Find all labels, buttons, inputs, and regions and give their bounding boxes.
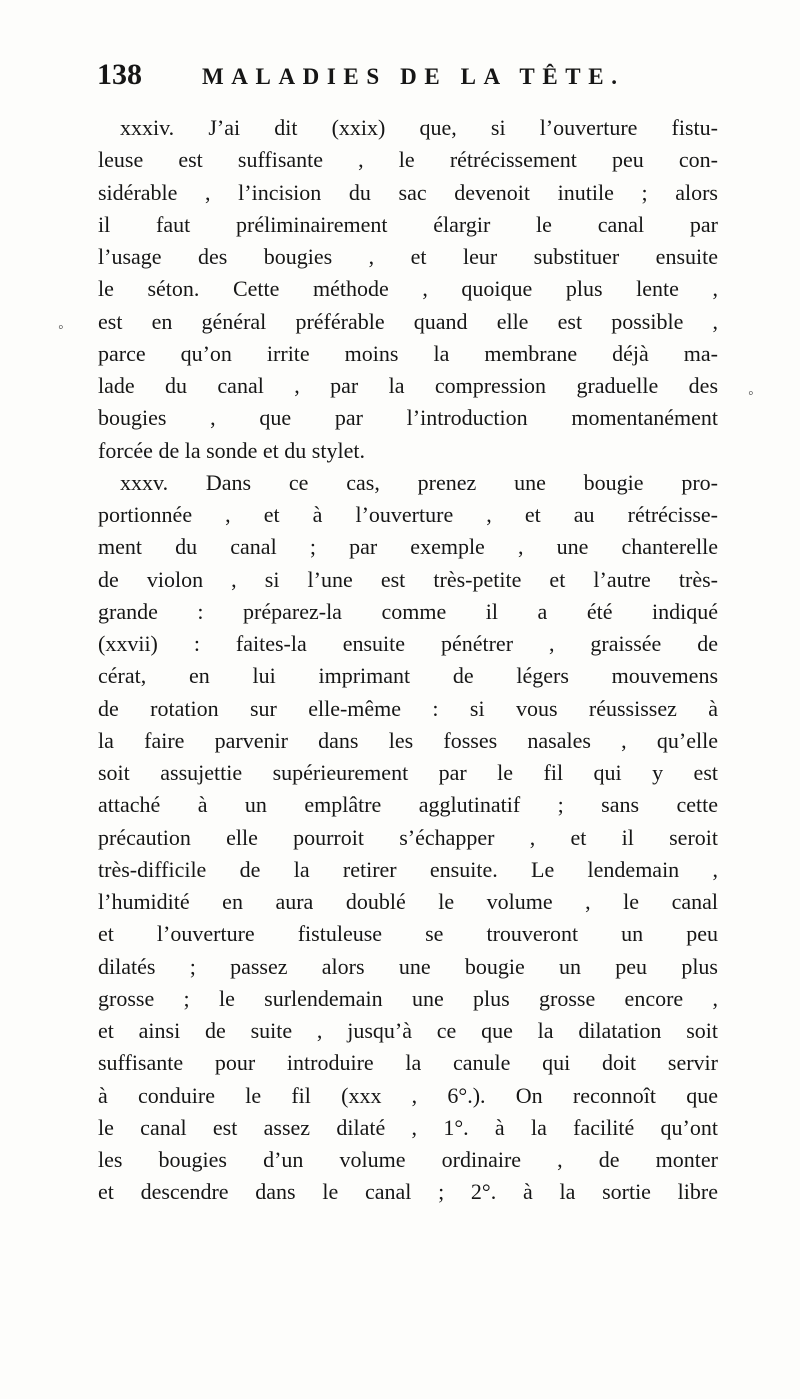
text-line: et descendre dans le canal ; 2°. à la sortie libre [98, 1179, 718, 1205]
text-line: les bougies d’un volume ordinaire , de monter [98, 1147, 718, 1172]
text-line: dilatés ; passez alors une bougie un peu plus [98, 953, 718, 979]
text-line: précaution elle pourroit s’échapper , et il seroit [98, 824, 718, 850]
text-line: soit assujettie supérieurement par le fil qui y est [98, 760, 718, 785]
text-line: leuse est suffisante , le rétrécissement peu con- [98, 147, 718, 173]
text-line: attaché à un emplâtre agglutinatif ; sans cette [98, 792, 718, 818]
text-line: cérat, en lui imprimant de légers mouvemens [98, 663, 718, 689]
text-line: l’usage des bougies , et leur substituer ensuite [98, 244, 718, 269]
text-line: est en général préférable quand elle est possible , [98, 308, 718, 334]
text-line: suffisante pour introduire la canule qui doit servir [98, 1050, 718, 1076]
running-head: MALADIES DE LA TÊTE. [202, 64, 625, 89]
text-line: et l’ouverture fistuleuse se trouveront un peu [98, 921, 718, 947]
text-line: lade du canal , par la compression graduelle des [98, 373, 718, 398]
text-line: xxxv. Dans ce cas, prenez une bougie pro- [120, 469, 718, 495]
text-line: la faire parvenir dans les fosses nasales , qu’elle [98, 727, 718, 753]
margin-mark: ◦ [748, 385, 754, 402]
text-line: grosse ; le surlendemain une plus grosse encore , [98, 985, 718, 1011]
text-line: le canal est assez dilaté , 1°. à la facilité qu’ont [98, 1114, 718, 1140]
text-line: très-difficile de la retirer ensuite. Le lendemain , [98, 856, 718, 882]
body-text [98, 112, 718, 1209]
page-header [97, 58, 657, 98]
margin-mark: ◦ [58, 319, 64, 336]
text-line: le séton. Cette méthode , quoique plus lente , [98, 276, 718, 302]
text-line: grande : préparez-la comme il a été indiqué [98, 598, 718, 624]
text-line: (xxvii) : faites-la ensuite pénétrer , graissée de [98, 631, 718, 656]
text-line: parce qu’on irrite moins la membrane déjà ma- [98, 340, 718, 366]
text-line: de rotation sur elle-même : si vous réussissez à [98, 695, 718, 721]
text-line: il faut préliminairement élargir le canal par [98, 211, 718, 237]
text-line: xxxiv. J’ai dit (xxix) que, si l’ouverture fistu- [120, 115, 718, 140]
text-line: à conduire le fil (xxx , 6°.). On reconnoît que [98, 1082, 718, 1108]
text-line: de violon , si l’une est très-petite et l’autre très- [98, 566, 718, 592]
text-line: portionnée , et à l’ouverture , et au rétrécisse- [98, 502, 718, 527]
text-line: sidérable , l’incision du sac devenoit inutile ; alors [98, 179, 718, 205]
text-line: et ainsi de suite , jusqu’à ce que la dilatation soit [98, 1018, 718, 1043]
text-line: bougies , que par l’introduction momentanément [98, 405, 718, 431]
text-line: l’humidité en aura doublé le volume , le canal [98, 889, 718, 914]
text-line: forcée de la sonde et du stylet. [98, 437, 365, 463]
page-number: 138 [97, 58, 142, 91]
text-line: ment du canal ; par exemple , une chanterelle [98, 534, 718, 560]
